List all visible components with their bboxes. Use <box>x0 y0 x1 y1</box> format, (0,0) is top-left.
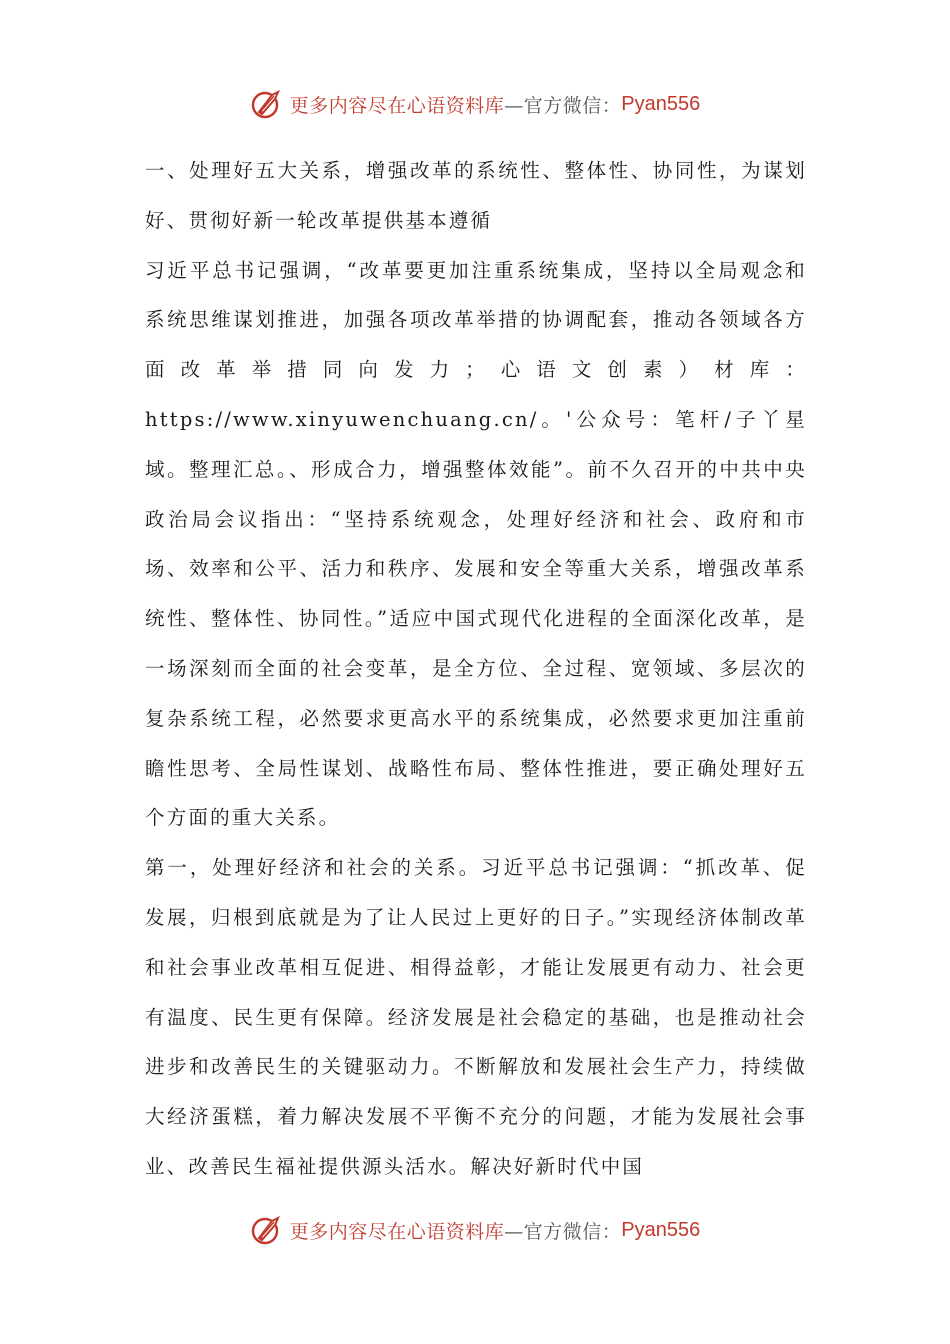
pen-logo-icon <box>250 1213 284 1247</box>
footer-promo-separator: —官方微信： <box>504 1220 622 1243</box>
header-promo-separator: —官方微信： <box>504 94 622 117</box>
footer-promo-text: 更多内容尽在心语资料库 <box>289 1220 505 1243</box>
paragraph: 第一，处理好经济和社会的关系。习近平总书记强调：“抓改革、促发展，归根到底就是为了让人民过上更好的日子。”实现经济体制改革和社会事业改革相互促进、相得益彰，才能让发展更有动力、社会更有温度、民生更有保障。经济发展是社会稳定的基础，也是推动社会进步和改善民生的关键驱动力。不断解放和发展社会生产力，持续做大经济蛋糕，着力解决发展不平衡不充分的问题，才能为发展社会事业、改善民生福祉提供源头活水。解决好新时代中国 <box>145 856 807 1178</box>
header-banner <box>0 82 950 126</box>
document-body <box>145 146 807 1192</box>
footer-wechat-id: Pyan556 <box>621 1218 701 1241</box>
section-heading: 一、处理好五大关系，增强改革的系统性、整体性、协同性，为谋划好、贯彻好新一轮改革提供基本遵循 <box>145 159 807 232</box>
footer-banner <box>0 1208 950 1252</box>
paragraph: 习近平总书记强调，“改革要更加注重系统集成，坚持以全局观念和系统思维谋划推进，加强各项改革举措的协调配套，推动各领域各方面改革举措同向发力；心语文创素）材库：https://www.xinyuwenchuang.cn/。'公众号：笔杆/子丫星域。整理汇总。、形成合力，增强整体效能”。前不久召开的中共中央政治局会议指出：“坚持系统观念，处理好经济和社会、政府和市场、效率和公平、活力和秩序、发展和安全等重大关系，增强改革系统性、整体性、协同性。”适应中国式现代化进程的全面深化改革，是一场深刻而全面的社会变革，是全方位、全过程、宽领域、多层次的复杂系统工程，必然要求更高水平的系统集成，必然要求更加注重前瞻性思考、全局性谋划、战略性布局、整体性推进，要正确处理好五个方面的重大关系。 <box>145 258 807 830</box>
pen-logo-icon <box>250 87 284 121</box>
header-promo-text: 更多内容尽在心语资料库 <box>289 94 505 117</box>
header-wechat-id: Pyan556 <box>621 92 701 115</box>
